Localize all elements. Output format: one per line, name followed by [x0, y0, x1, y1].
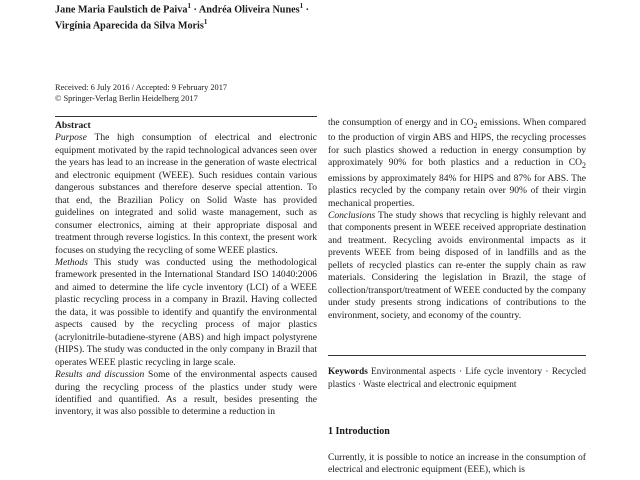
author-line-1 — [55, 0, 355, 16]
introduction-text: Currently, it is possible to notice an increase in the consumption of electrical and electronic equipment (EEE), which is — [328, 452, 586, 476]
abstract-conclusions — [328, 210, 586, 322]
publication-dates — [55, 82, 355, 104]
abstract-methods — [55, 257, 317, 369]
results-continuation — [328, 117, 586, 210]
author-name: Jane Maria Faulstich de Paiva — [55, 4, 188, 16]
author-name: Virgínia Aparecida da Silva Moris — [55, 20, 204, 32]
affiliation-mark: 1 — [203, 18, 208, 27]
author-separator: · — [303, 4, 310, 16]
subscript: 2 — [582, 161, 586, 171]
received-accepted-date: Received: 6 July 2016 / Accepted: 9 February 2017 — [55, 83, 228, 92]
purpose-label: Purpose — [55, 132, 87, 144]
results-label: Results and discussion — [55, 369, 145, 381]
abstract-purpose — [55, 132, 317, 257]
abstract-top-rule — [55, 116, 317, 117]
author-line-2 — [55, 16, 355, 32]
affiliation-mark: 1 — [299, 2, 304, 10]
subscript: 2 — [473, 120, 478, 130]
methods-label: Methods — [55, 256, 88, 268]
conclusions-label: Conclusions — [328, 209, 376, 221]
section-heading-introduction: 1 Introduction — [328, 426, 390, 437]
results-continuation-part: the consumption of energy and in CO — [328, 117, 474, 128]
results-text: Some of the environmental aspects caused during the recycling process of the plastics under study were identified and quantified. As a result, besides presenting the inventory, it was also possible to determine a reduction in — [55, 369, 317, 418]
author-name: Andréa Oliveira Nunes — [198, 4, 300, 16]
keywords-label: Keywords — [328, 366, 368, 376]
abstract-left-column — [55, 120, 317, 419]
keywords-text: Environmental aspects · Life cycle inventory · Recycled plastics · Waste electrical and electronic equipment — [328, 366, 586, 389]
conclusions-text: The study shows that recycling is highly relevant and that components present in WEEE received appropriate destination and treatment. Recycling avoids environmental impacts as it prevents WEEE from being disposed of in landfills and as the pellets of recycled plastics can re-enter the supply chain as raw materials. Considering the legislation in Brazil, the stage of collection/transport/treatment of WEEE conducted by the company under study presents strong indications of contributions to the environment, society, and economy of the country. — [328, 209, 586, 321]
abstract-bottom-rule — [328, 355, 586, 356]
keywords — [328, 365, 586, 390]
abstract-heading: Abstract — [55, 120, 91, 131]
author-list — [55, 0, 355, 33]
author-separator: · — [190, 4, 199, 16]
results-continuation-part: emissions by approximately 84% for HIPS and 87% for ABS. The plastics recycled by the company retain over 90% of their virgin mechanical properties. — [328, 172, 586, 209]
abstract-results — [55, 369, 317, 419]
affiliation-mark: 1 — [187, 2, 191, 10]
copyright-notice: © Springer-Verlag Berlin Heidelberg 2017 — [55, 94, 198, 103]
abstract-right-column — [328, 117, 586, 322]
results-continuation-part: emissions. When compared to the production of virgin ABS and HIPS, the recycling processes for such plastics showed a reduction in energy consumption by approximately 90% for both plastics and a reduction in CO — [328, 117, 586, 169]
purpose-text: The high consumption of electrical and electronic equipment motivated by the rapid technological advances seen over the years has lead to an increase in the generation of waste electrical and electronic equipment (WEEE). Such residues contain various dangerous substances and therefore deserve special attention. To that end, the Brazilian Policy on Solid Waste has provided guidelines on integrated and solid waste management, such as consumer electronics, aiming at their appropriate disposal and treatment through reverse logistics. In this context, the present work focuses on studying the recycling of some WEEE plastics. — [55, 132, 317, 256]
methods-text: This study was conducted using the methodological framework presented in the International Standard ISO 14040:2006 and aimed to determine the life cycle inventory (LCI) of a WEEE plastic recycling process in a company in Brazil. Having collected the data, it was possible to identify and quantify the environmental aspects caused by the recycling process of major plastics (acrylonitrile-butadiene-styrene (ABS) and high impact polystyrene (HIPS). The study was conducted in the only company in Brazil that operates WEEE plastic recycling in large scale. — [55, 256, 317, 368]
